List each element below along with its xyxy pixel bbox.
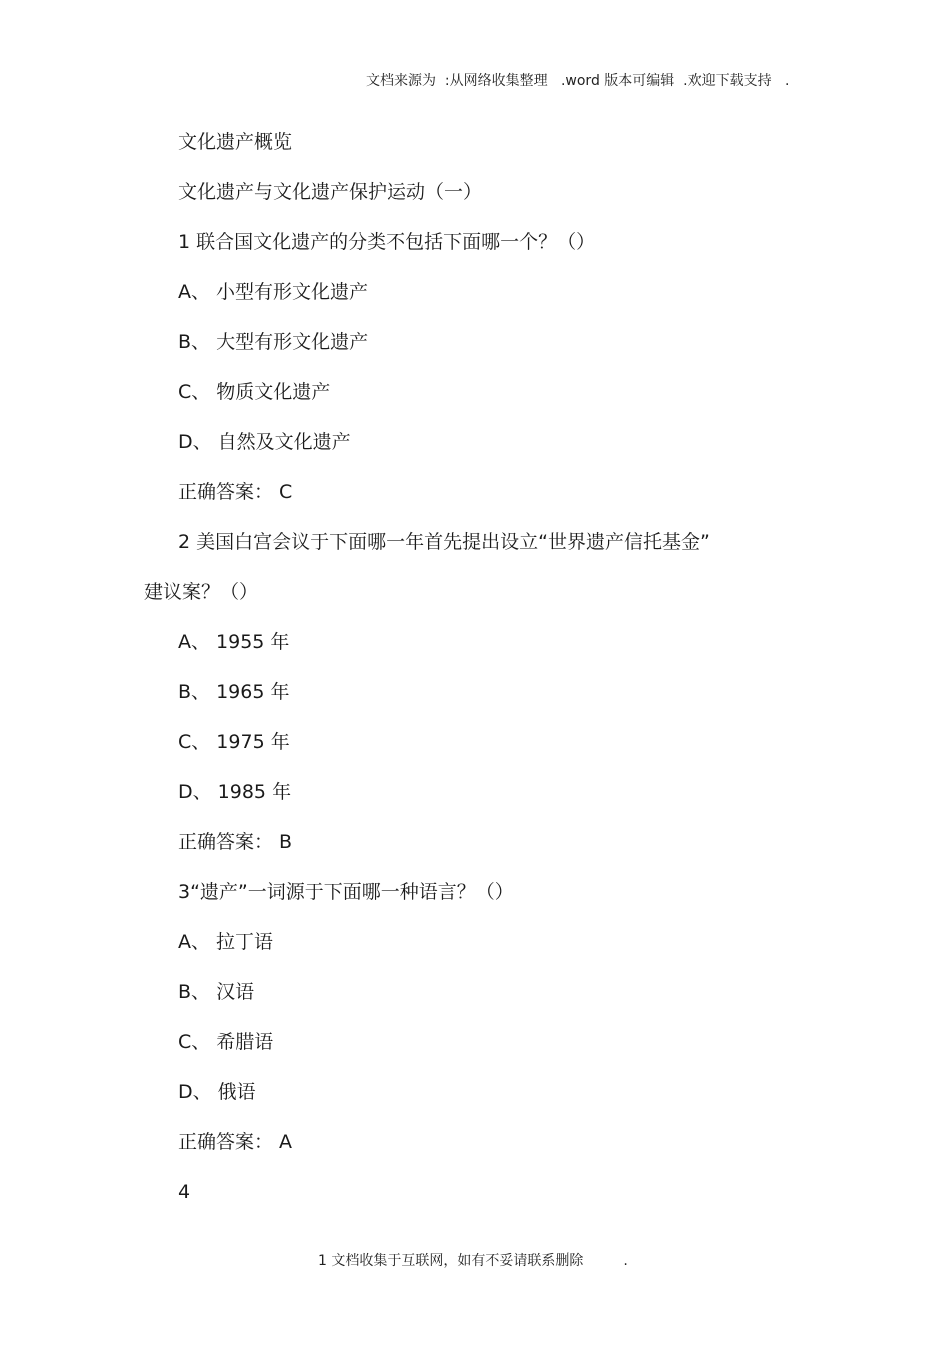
option-c: C、 1975 年 xyxy=(178,731,290,753)
option-b: B、 大型有形文化遗产 xyxy=(178,331,369,353)
option-b: B、 汉语 xyxy=(178,981,255,1003)
page-footer: 1 文档收集于互联网，如有不妥请联系删除 . xyxy=(318,1253,628,1269)
option-c: C、 希腊语 xyxy=(178,1031,274,1053)
question-stem: 4 xyxy=(178,1181,191,1203)
option-d: D、 自然及文化遗产 xyxy=(178,431,351,453)
option-c: C、 物质文化遗产 xyxy=(178,381,331,403)
question-stem: 1 联合国文化遗产的分类不包括下面哪一个？（） xyxy=(178,231,596,253)
option-a: A、 拉丁语 xyxy=(178,931,274,953)
correct-answer: 正确答案： B xyxy=(178,831,293,853)
option-d: D、 1985 年 xyxy=(178,781,292,803)
question-stem: 3“遗产”一词源于下面哪一种语言？（） xyxy=(178,881,514,903)
section-subtitle: 文化遗产与文化遗产保护运动（一） xyxy=(178,181,483,203)
page-header: 文档来源为 :从网络收集整理 .word 版本可编辑 .欢迎下载支持 . xyxy=(366,73,790,89)
option-b: B、 1965 年 xyxy=(178,681,290,703)
correct-answer: 正确答案： C xyxy=(178,481,293,503)
document-title: 文化遗产概览 xyxy=(178,131,293,153)
correct-answer: 正确答案： A xyxy=(178,1131,293,1153)
question-stem-continued: 建议案？（） xyxy=(144,581,259,603)
option-d: D、 俄语 xyxy=(178,1081,256,1103)
option-a: A、 小型有形文化遗产 xyxy=(178,281,369,303)
option-a: A、 1955 年 xyxy=(178,631,290,653)
question-stem: 2 美国白宫会议于下面哪一年首先提出设立“世界遗产信托基金” xyxy=(178,531,710,553)
